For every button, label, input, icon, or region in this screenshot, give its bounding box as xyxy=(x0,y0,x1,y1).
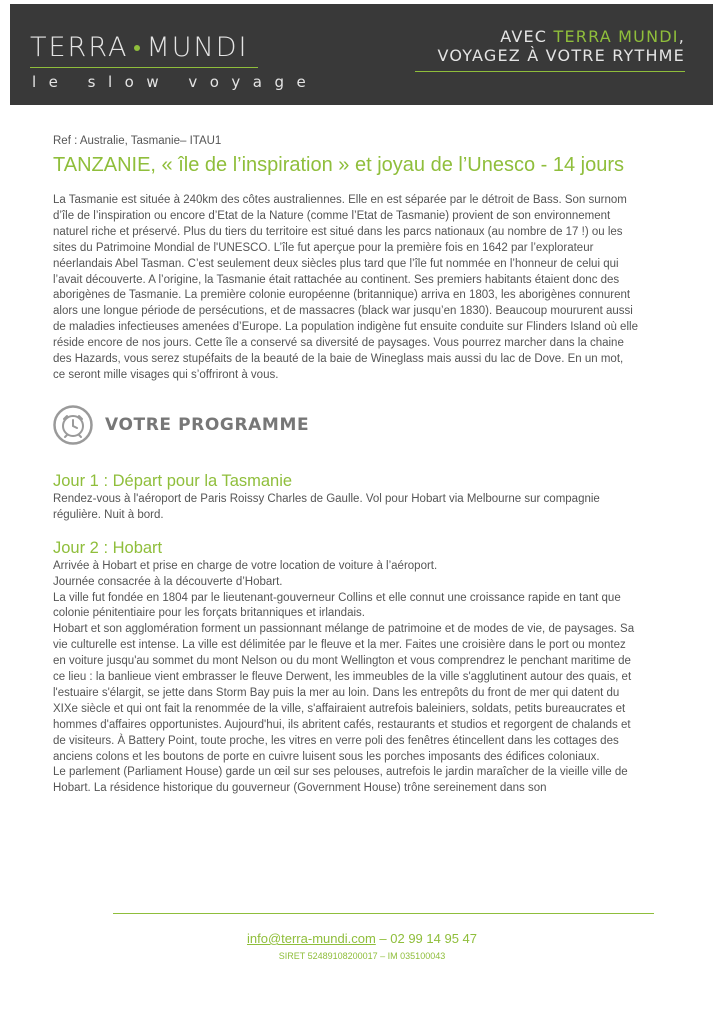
day-1-title: Jour 1 : Départ pour la Tasmanie xyxy=(53,471,293,490)
day-2-paragraph: Arrivée à Hobart et prise en charge de votre location de voiture à l’aéroport. xyxy=(53,559,438,572)
day-2-title: Jour 2 : Hobart xyxy=(53,538,163,557)
page-header xyxy=(10,4,713,105)
tagline-line-1 xyxy=(438,27,686,46)
day-2-paragraph: La ville fut fondée en 1804 par le lieutenant-gouverneur Collins et elle connut une croissance rapide en tant que colonie pénitentiaire pour les forçats britanniques et irlandais. xyxy=(53,591,621,620)
day-2-paragraph: Hobart et son agglomération forment un passionnant mélange de patrimoine et de modes de vie, de paysages. Sa vie culturelle est intense. La ville est délimitée par le fleuve et la mer. Faites une croisière dans le port ou montez en voiture jusqu'au sommet du mont Nelson ou du mont Wellington et vous comprendrez le penchant maritime de ce lieu : la banlieue vient embrasser le fleuve Derwent, les immeubles de la ville s'agglutinent autour des quais, et l'estuaire s'élargit, se jette dans Storm Bay puis la mer au loin. Dans les entrepôts du front de mer qui datent du XIXe siècle et qui ont fait la renommée de la ville, s'affairaient autrefois baleiniers, soldats, petits bureaucrates et hommes d'affaires opportunistes. Aujourd'hui, ils abritent cafés, restaurants et studios et regorgent de chalands et de visiteurs. À Battery Point, toute proche, les vitres en verre poli des fenêtres étincellent dans les cottages des anciens colons et les boutons de porte en cuivre luisent sous les porches imposants des édifices coloniaux. xyxy=(53,623,635,763)
page-title: TANZANIE, « île de l’inspiration » et joyau de l’Unesco - 14 jours xyxy=(53,154,625,176)
logo-subtitle: le slow voyage xyxy=(32,73,319,91)
day-2-paragraph: Le parlement (Parliament House) garde un œil sur ses pelouses, autrefois le jardin maraîcher de la vieille ville de Hobart. La résidence historique du gouverneur (Government House) trône sereinement dans son xyxy=(53,766,628,795)
programme-label: VOTRE PROGRAMME xyxy=(105,414,310,435)
programme-heading xyxy=(53,404,638,446)
tagline-suffix: , xyxy=(678,27,685,46)
tagline-prefix: AVEC xyxy=(500,27,554,46)
logo-dot-icon xyxy=(134,45,140,51)
brand-logo[interactable] xyxy=(30,32,248,63)
footer-contact xyxy=(0,931,724,946)
logo-divider xyxy=(30,67,258,68)
tagline-brand: TERRA MUNDI xyxy=(553,27,679,46)
logo-text-right: MUNDI xyxy=(146,32,249,63)
alarm-clock-icon xyxy=(53,405,93,445)
phone-separator: – xyxy=(375,931,391,946)
siret-info: SIRET 52489108200017 – IM 035100043 xyxy=(278,951,446,961)
day-1-paragraph: Rendez-vous à l'aéroport de Paris Roissy Charles de Gaulle. Vol pour Hobart via Melbourne sur compagnie régulière. Nuit à bord. xyxy=(53,492,600,521)
tagline-line-2: VOYAGEZ À VOTRE RYTHME xyxy=(437,46,685,65)
document-body xyxy=(53,135,638,797)
email-link[interactable]: info@terra-mundi.com xyxy=(246,931,376,946)
day-2-paragraph: Journée consacrée à la découverte d’Hobart. xyxy=(53,575,283,588)
reference-code: Ref : Australie, Tasmanie– ITAU1 xyxy=(53,135,222,147)
phone-number: 02 99 14 95 47 xyxy=(390,931,477,946)
tagline-divider xyxy=(415,71,685,72)
footer-divider xyxy=(113,913,654,914)
logo-text-left: TERRA xyxy=(30,32,129,63)
intro-paragraph: La Tasmanie est située à 240km des côtes australiennes. Elle en est séparée par le détroit de Bass. Son surnom d’île de l’inspiration ou encore d’Etat de la Nature (comme l’Etat de Tasmanie) provient de son environnement naturel riche et préservé. Plus du tiers du territoire est situé dans les parcs nationaux (au nombre de 17 !) ou les sites du Patrimoine Mondial de l'UNESCO. L’île fut aperçue pour la première fois en 1642 par l’explorateur néerlandais Abel Tasman. C’est seulement deux siècles plus tard que l’île fut nommée en l’honneur de celui qui l’avait découverte. A l’origine, la Tasmanie était rattachée au continent. Ses premiers habitants étaient donc des aborigènes de Tasmanie. La première colonie européenne (britannique) arriva en 1803, les aborigènes connurent alors une longue période de persécutions, et de massacres (black war jusqu’en 1830). Beaucoup moururent aussi de maladies infectieuses amenées d’Europe. La population indigène fut ensuite conduite sur Flinders Island où elle réside encore de nos jours. Cette île a conservé sa diversité de paysages. Vous pourrez marcher dans la chaine des Hazards, vous serez stupéfaits de la beauté de la baie de Wineglass mais aussi du lac de Dove. En un mot, ce seront mille visages qui s’offriront à vous. xyxy=(53,194,638,381)
header-tagline xyxy=(438,27,686,65)
